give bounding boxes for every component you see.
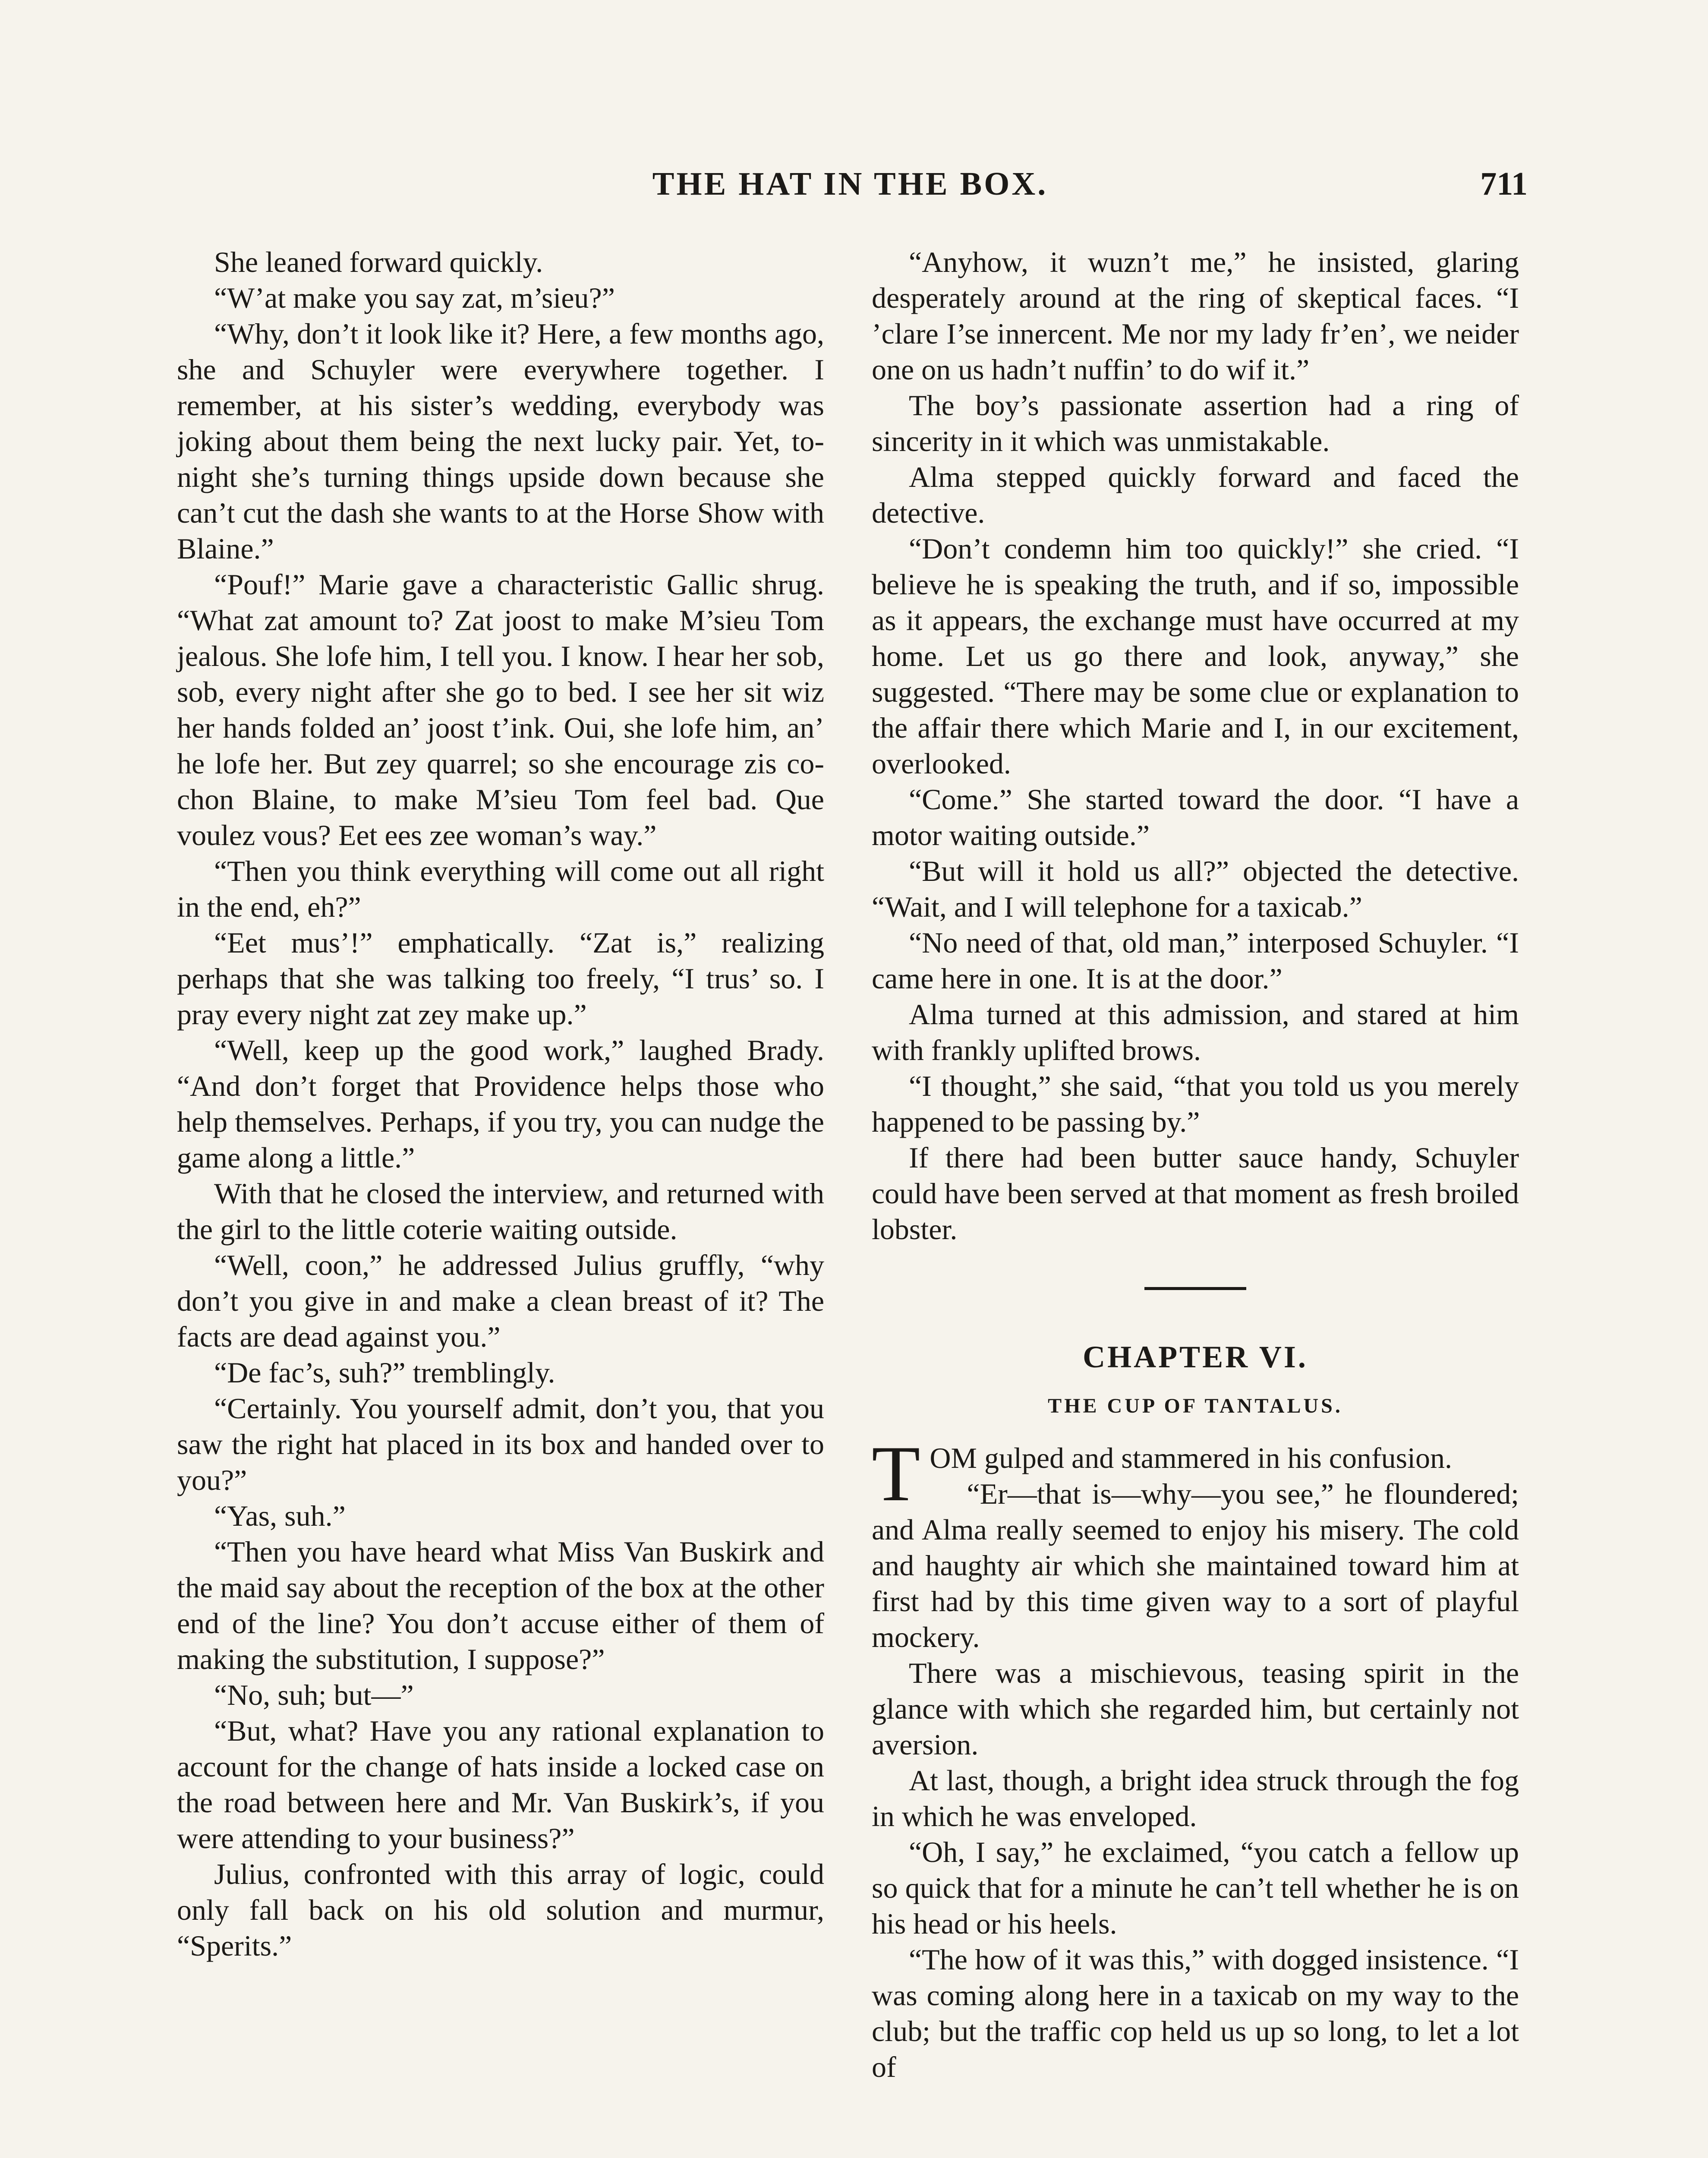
paragraph: “Certainly. You yourself admit, don’t you, that you saw the right hat placed in its box and handed over to you?” <box>177 1392 824 1496</box>
chapter-opening-paragraph <box>872 1429 1519 1518</box>
paragraph: “No, suh; but—” <box>214 1678 414 1711</box>
chapter-title: CHAPTER VI. <box>1083 1340 1308 1374</box>
paragraph: “No need of that, old man,” interposed Schuyler. “I came here in one. It is at the door.” <box>872 926 1519 995</box>
paragraph: “Oh, I say,” he exclaimed, “you catch a fellow up so quick that for a minute he can’t tell whether he is on his head or his heels. <box>872 1836 1519 1940</box>
paragraph: “De fac’s, suh?” tremblingly. <box>214 1356 555 1389</box>
paragraph: “The how of it was this,” with dogged insistence. “I was coming along here in a taxicab on my way to the club; but the traffic cop held us up so long, to let a lot of <box>872 1943 1519 2083</box>
paragraph: “Then you have heard what Miss Van Buskirk and the maid say about the reception of the box at the other end of the line? You don’t accuse either of them of making the substitution, I suppose?” <box>177 1535 824 1675</box>
paragraph: “Anyhow, it wuzn’t me,” he insisted, glaring desperately around at the ring of skeptical faces. “I ’clare I’se innercent. Me nor my lady fr’en’, we neider one on us hadn’t nuffin’ to do wif it.” <box>872 246 1519 386</box>
page-title: THE HAT IN THE BOX. <box>652 166 1048 202</box>
paragraph: “I thought,” she said, “that you told us you merely happened to be passing by.” <box>872 1070 1519 1138</box>
paragraph: There was a mischievous, teasing spirit in the glance with which she regarded him, but certainly not aversion. <box>872 1656 1519 1761</box>
paragraph: “But, what? Have you any rational explanation to account for the change of hats inside a locked case on the road between here and Mr. Van Buskirk’s, if you were attending to your business?” <box>177 1714 824 1855</box>
paragraph: The boy’s passionate assertion had a ring of sincerity in it which was unmistakable. <box>872 389 1519 457</box>
paragraph: Alma turned at this admission, and stared at him with frankly uplifted brows. <box>872 998 1519 1066</box>
running-head <box>173 162 1528 214</box>
drop-cap: T <box>872 1429 920 1518</box>
paragraph: “Why, don’t it look like it? Here, a few months ago, she and Schuyler were everywhere together. I remember, at his sister’s wedding, everybody was joking about them being the next lucky pair. Yet, to-night she’s turning things upside down because she can’t cut the dash she wants to at the Horse Show with Blaine.” <box>177 317 824 565</box>
paragraph: “W’at make you say zat, m’sieu?” <box>214 281 615 314</box>
chapter-subtitle: THE CUP OF TANTALUS. <box>1048 1394 1343 1417</box>
paragraph: “Well, keep up the good work,” laughed Brady. “And don’t forget that Providence helps those who help themselves. Perhaps, if you try, you can nudge the game along a little.” <box>177 1034 824 1174</box>
opening-text: OM gulped and stammered in his confusion. <box>930 1442 1452 1474</box>
paragraph: Alma stepped quickly forward and faced the detective. <box>872 461 1519 529</box>
left-column <box>177 244 824 1964</box>
section-divider <box>1144 1287 1246 1290</box>
page-number: 711 <box>1480 166 1528 202</box>
paragraph: “Pouf!” Marie gave a characteristic Gallic shrug. “What zat amount to? Zat joost to make M’sieu Tom jealous. She lofe him, I tell you. I know. I hear her sob, sob, every night after she go to bed. I see her sit wiz her hands folded an’ joost t’ink. Oui, she lofe him, an’ he lofe her. But zey quarrel; so she encourage zis co-chon Blaine, to make M’sieu Tom feel bad. Que voulez vous? Eet ees zee woman’s way.” <box>177 568 824 852</box>
paragraph: “Well, coon,” he addressed Julius gruffly, “why don’t you give in and make a clean breast of it? The facts are dead against you.” <box>177 1249 824 1353</box>
paragraph: “Don’t condemn him too quickly!” she cried. “I believe he is speaking the truth, and if so, impossible as it appears, the exchange must have occurred at my home. Let us go there and look, anyway,” she suggested. “There may be some clue or explanation to the affair there which Marie and I, in our excitement, overlooked. <box>872 532 1519 780</box>
paragraph: Julius, confronted with this array of logic, could only fall back on his old solution and murmur, “Sperits.” <box>177 1858 824 1962</box>
paragraph: “Yas, suh.” <box>214 1499 346 1532</box>
paragraph: She leaned forward quickly. <box>214 246 543 278</box>
paragraph: “Er—that is—why—you see,” he floundered; and Alma really seemed to enjoy his misery. The cold and haughty air which she maintained toward him at first had by this time given way to a sort of playful mockery. <box>872 1477 1519 1653</box>
paragraph: “But will it hold us all?” objected the detective. “Wait, and I will telephone for a taxicab.” <box>872 855 1519 923</box>
paragraph: “Come.” She started toward the door. “I have a motor waiting outside.” <box>872 783 1519 852</box>
paragraph: “Eet mus’!” emphatically. “Zat is,” realizing perhaps that she was talking too freely, “I trus’ so. I pray every night zat zey make up.” <box>177 926 824 1031</box>
paragraph: At last, though, a bright idea struck through the fog in which he was enveloped. <box>872 1764 1519 1833</box>
paragraph: If there had been butter sauce handy, Schuyler could have been served at that moment as fresh broiled lobster. <box>872 1141 1519 1246</box>
paragraph: “Then you think everything will come out all right in the end, eh?” <box>177 855 824 923</box>
right-column <box>872 244 1519 2085</box>
paragraph: With that he closed the interview, and returned with the girl to the little coterie waiting outside. <box>177 1177 824 1246</box>
